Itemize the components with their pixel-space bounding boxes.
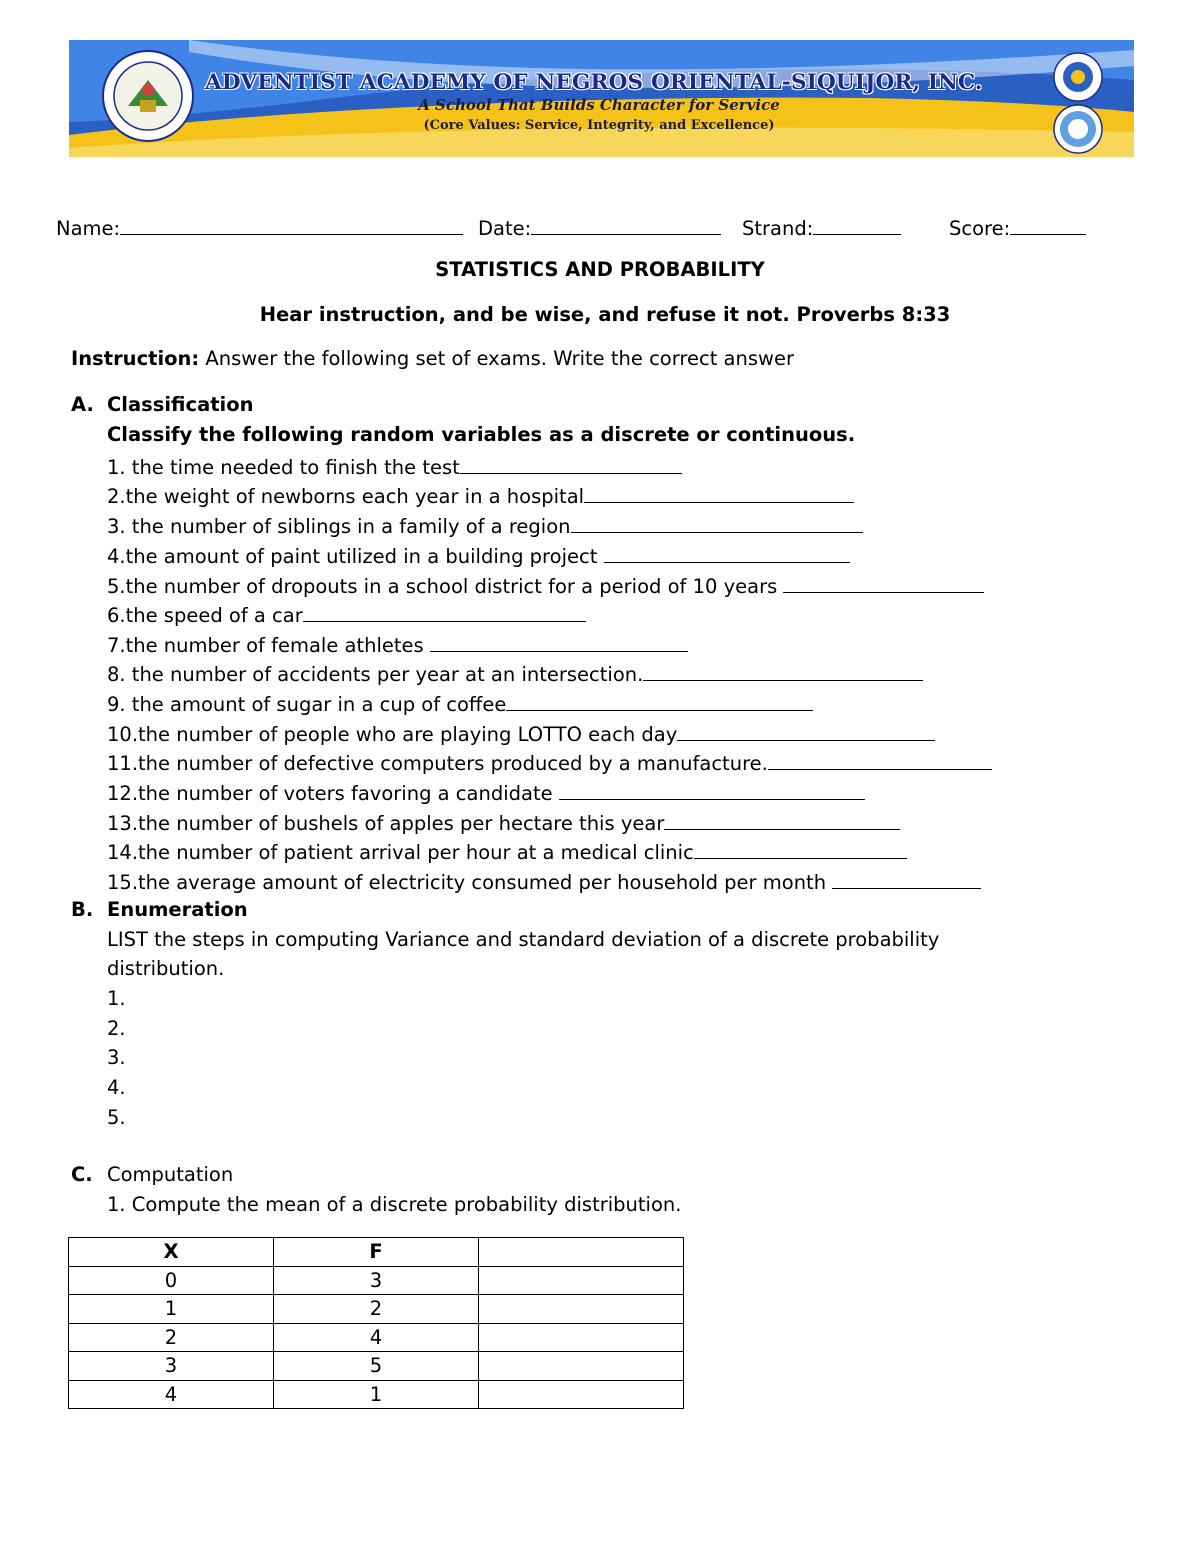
section-b-prompt-line1: LIST the steps in computing Variance and standard deviation of a discrete probability xyxy=(107,928,940,951)
question-item xyxy=(107,631,688,658)
question-text: 4.the amount of paint utilized in a building project xyxy=(107,545,604,568)
esc-seal-icon xyxy=(1053,104,1103,154)
answer-blank[interactable] xyxy=(694,838,907,859)
question-text: 2.the weight of newborns each year in a hospital xyxy=(107,485,585,508)
page-title: STATISTICS AND PROBABILITY xyxy=(435,258,765,281)
table-cell-x: 2 xyxy=(69,1323,274,1352)
answer-blank[interactable] xyxy=(664,809,900,830)
section-c-heading xyxy=(71,1163,233,1186)
probability-table xyxy=(68,1237,684,1409)
question-text: 6.the speed of a car xyxy=(107,604,303,627)
table-header-row xyxy=(69,1238,684,1267)
question-item xyxy=(107,720,935,747)
table-cell-f: 2 xyxy=(274,1295,479,1324)
school-seal-logo xyxy=(102,50,194,142)
answer-blank[interactable] xyxy=(768,749,992,770)
answer-blank[interactable] xyxy=(677,720,935,741)
table-cell-answer[interactable] xyxy=(479,1380,684,1409)
question-item xyxy=(107,601,586,628)
enumeration-item[interactable]: 3. xyxy=(107,1046,126,1069)
table-cell-x: 4 xyxy=(69,1380,274,1409)
question-text: 8. the number of accidents per year at an intersection. xyxy=(107,663,644,686)
answer-blank[interactable] xyxy=(832,868,981,889)
strand-field[interactable] xyxy=(742,214,901,240)
table-row xyxy=(69,1323,684,1352)
date-blank[interactable] xyxy=(531,214,721,235)
answer-blank[interactable] xyxy=(559,779,865,800)
question-item xyxy=(107,809,900,836)
question-item xyxy=(107,690,813,717)
score-field[interactable] xyxy=(949,214,1086,240)
name-field[interactable] xyxy=(56,214,463,240)
question-item xyxy=(107,749,992,776)
table-row xyxy=(69,1380,684,1409)
enumeration-item[interactable]: 5. xyxy=(107,1106,126,1129)
school-core-values: (Core Values: Service, Integrity, and Excellence) xyxy=(423,118,775,133)
answer-blank[interactable] xyxy=(584,482,854,503)
instruction xyxy=(71,347,794,370)
date-label: Date: xyxy=(478,217,532,240)
answer-blank[interactable] xyxy=(506,690,813,711)
question-text: 3. the number of siblings in a family of a region xyxy=(107,515,571,538)
school-motto: A School That Builds Character for Service xyxy=(418,96,780,114)
question-text: 14.the number of patient arrival per hour at a medical clinic xyxy=(107,841,694,864)
section-c-item: 1. Compute the mean of a discrete probability distribution. xyxy=(107,1193,682,1216)
enumeration-item[interactable]: 2. xyxy=(107,1017,126,1040)
section-c-letter: C. xyxy=(71,1163,93,1186)
table-row xyxy=(69,1266,684,1295)
question-item xyxy=(107,838,907,865)
table-cell-answer[interactable] xyxy=(479,1295,684,1324)
question-item xyxy=(107,868,981,895)
question-item xyxy=(107,660,923,687)
score-label: Score: xyxy=(949,217,1011,240)
school-banner xyxy=(69,40,1134,157)
question-text: 15.the average amount of electricity consumed per household per month xyxy=(107,871,833,894)
answer-blank[interactable] xyxy=(604,542,850,563)
question-text: 10.the number of people who are playing LOTTO each day xyxy=(107,723,678,746)
question-item xyxy=(107,482,854,509)
table-cell-f: 1 xyxy=(274,1380,479,1409)
section-a-prompt: Classify the following random variables as a discrete or continuous. xyxy=(107,423,856,446)
section-a-title: Classification xyxy=(107,393,254,416)
table-row xyxy=(69,1352,684,1381)
table-cell-answer[interactable] xyxy=(479,1323,684,1352)
question-text: 12.the number of voters favoring a candidate xyxy=(107,782,559,805)
question-item xyxy=(107,512,863,539)
school-name: ADVENTIST ACADEMY OF NEGROS ORIENTAL-SIQUIJOR, INC. xyxy=(205,70,983,95)
question-item xyxy=(107,572,984,599)
table-cell-x: 1 xyxy=(69,1295,274,1324)
name-label: Name: xyxy=(56,217,121,240)
table-header-x: X xyxy=(69,1238,274,1267)
table-cell-f: 5 xyxy=(274,1352,479,1381)
score-blank[interactable] xyxy=(1010,214,1086,235)
section-b-prompt-line2: distribution. xyxy=(107,957,225,980)
section-a-heading xyxy=(71,393,254,416)
answer-blank[interactable] xyxy=(430,631,688,652)
table-cell-answer[interactable] xyxy=(479,1266,684,1295)
question-item xyxy=(107,453,682,480)
answer-blank[interactable] xyxy=(571,512,863,533)
enumeration-item[interactable]: 1. xyxy=(107,987,126,1010)
section-b-letter: B. xyxy=(71,898,94,921)
answer-blank[interactable] xyxy=(783,572,984,593)
enumeration-item[interactable]: 4. xyxy=(107,1076,126,1099)
question-item xyxy=(107,779,865,806)
instruction-text: Answer the following set of exams. Write the correct answer xyxy=(199,347,794,370)
table-header-blank[interactable] xyxy=(479,1238,684,1267)
section-b-title: Enumeration xyxy=(107,898,248,921)
table-cell-x: 0 xyxy=(69,1266,274,1295)
question-text: 13.the number of bushels of apples per hectare this year xyxy=(107,812,665,835)
section-a-letter: A. xyxy=(71,393,94,416)
table-header-f: F xyxy=(274,1238,479,1267)
question-text: 11.the number of defective computers produced by a manufacture. xyxy=(107,752,768,775)
instruction-label: Instruction: xyxy=(71,347,200,370)
question-text: 1. the time needed to finish the test xyxy=(107,456,460,479)
table-cell-answer[interactable] xyxy=(479,1352,684,1381)
question-item xyxy=(107,542,850,569)
question-text: 7.the number of female athletes xyxy=(107,634,430,657)
section-b-heading xyxy=(71,898,248,921)
date-field[interactable] xyxy=(478,214,721,240)
name-blank[interactable] xyxy=(120,214,463,235)
table-cell-f: 3 xyxy=(274,1266,479,1295)
table-cell-x: 3 xyxy=(69,1352,274,1381)
answer-blank[interactable] xyxy=(303,601,586,622)
deped-seal-icon xyxy=(1053,52,1103,102)
table-row xyxy=(69,1295,684,1324)
strand-label: Strand: xyxy=(742,217,814,240)
strand-blank[interactable] xyxy=(813,214,901,235)
answer-blank[interactable] xyxy=(643,660,923,681)
question-text: 5.the number of dropouts in a school district for a period of 10 years xyxy=(107,575,784,598)
answer-blank[interactable] xyxy=(460,453,682,474)
section-c-title: Computation xyxy=(107,1163,234,1186)
bible-verse: Hear instruction, and be wise, and refuse it not. Proverbs 8:33 xyxy=(259,303,951,326)
table-cell-f: 4 xyxy=(274,1323,479,1352)
question-text: 9. the amount of sugar in a cup of coffee xyxy=(107,693,507,716)
